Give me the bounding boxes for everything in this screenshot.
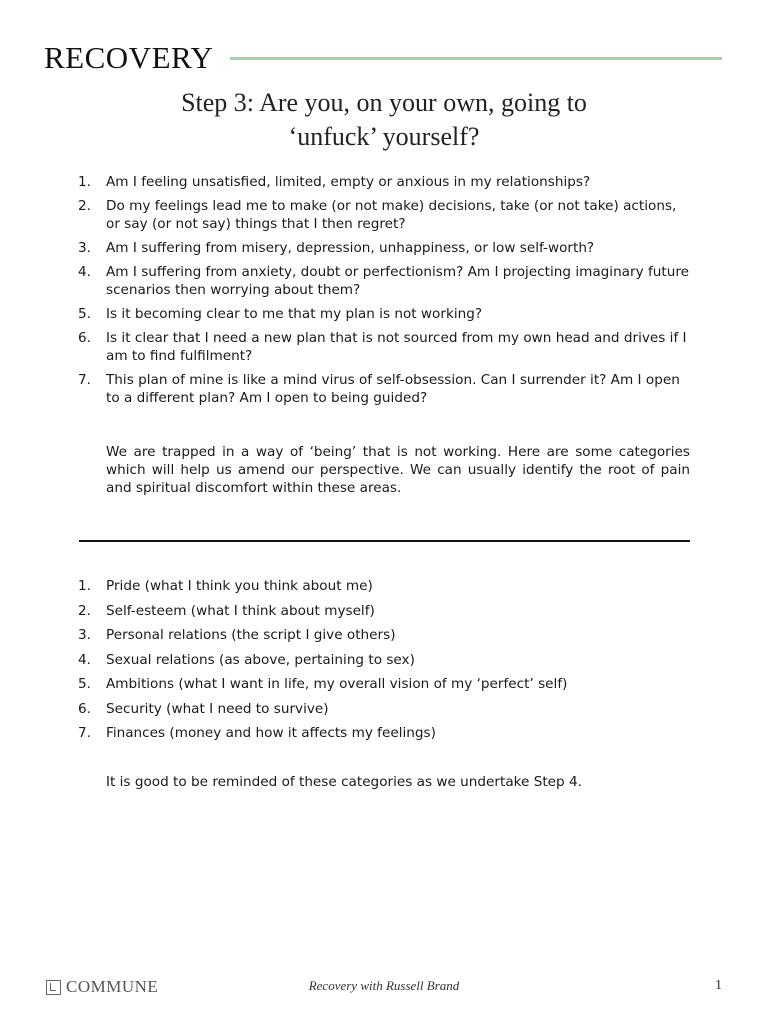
- list-item-text: Ambitions (what I want in life, my overall vision of my ‘perfect’ self): [106, 676, 568, 692]
- questions-list: [78, 173, 690, 413]
- trapped-paragraph: We are trapped in a way of ‘being’ that is not working. Here are some categories which will help us amend our perspective. We can usually identify the root of pain and spiritual discomfort within these areas.: [106, 444, 690, 496]
- header-rule: [230, 57, 722, 60]
- list-item: [78, 329, 690, 365]
- list-item-text: Am I suffering from misery, depression, unhappiness, or low self-worth?: [106, 240, 595, 256]
- commune-logo-text: COMMUNE: [66, 977, 159, 996]
- list-item: [78, 675, 690, 693]
- list-item: [78, 239, 690, 257]
- list-item: [78, 724, 690, 742]
- list-item-number: 2.: [78, 602, 91, 619]
- list-item-text: This plan of mine is like a mind virus of self-obsession. Can I surrender it? Am I open to a different plan? Am I open to being guided?: [106, 372, 680, 406]
- list-item: [78, 197, 690, 233]
- list-item-number: 4.: [78, 264, 91, 280]
- list-item: [78, 263, 690, 299]
- list-item-number: 7.: [78, 372, 91, 388]
- list-item-number: 6.: [78, 330, 91, 346]
- list-item-text: Sexual relations (as above, pertaining to sex): [106, 651, 415, 668]
- list-item-text: Security (what I need to survive): [106, 700, 329, 717]
- list-item-number: 3.: [78, 627, 91, 643]
- list-item: [78, 700, 690, 718]
- list-item-text: Self-esteem (what I think about myself): [106, 602, 375, 619]
- list-item-number: 5.: [78, 306, 91, 322]
- list-item-text: Am I suffering from anxiety, doubt or perfectionism? Am I projecting imaginary future scenarios then worrying about them?: [106, 264, 689, 298]
- list-item-number: 2.: [78, 198, 91, 214]
- list-item-number: 1.: [78, 578, 91, 594]
- list-item-number: 4.: [78, 651, 91, 668]
- list-item-number: 1.: [78, 174, 91, 190]
- list-item: [78, 651, 690, 669]
- list-item-text: Am I feeling unsatisfied, limited, empty or anxious in my relationships?: [106, 174, 591, 190]
- step-title: [80, 86, 688, 154]
- list-item-text: Is it becoming clear to me that my plan is not working?: [106, 306, 483, 322]
- list-item-number: 6.: [78, 700, 91, 717]
- list-item: [78, 577, 690, 595]
- reminder-paragraph: It is good to be reminded of these categories as we undertake Step 4.: [106, 774, 582, 790]
- list-item: [78, 371, 690, 407]
- list-item: [78, 173, 690, 191]
- step-title-line-2: ‘unfuck’ yourself?: [288, 122, 480, 151]
- list-item: [78, 602, 690, 620]
- header-title: RECOVERY: [44, 40, 214, 75]
- list-item: [78, 626, 690, 644]
- section-divider: [79, 540, 690, 542]
- page-number: 1: [715, 978, 722, 993]
- list-item-text: Finances (money and how it affects my feelings): [106, 725, 436, 741]
- footer-title: Recovery with Russell Brand: [308, 978, 460, 993]
- categories-list: [78, 577, 690, 749]
- list-item-number: 5.: [78, 676, 91, 692]
- list-item-text: Personal relations (the script I give others): [106, 627, 396, 643]
- list-item: [78, 305, 690, 323]
- list-item-number: 3.: [78, 240, 91, 256]
- list-item-number: 7.: [78, 725, 91, 741]
- list-item-text: Is it clear that I need a new plan that is not sourced from my own head and drives if I am to find fulfilment?: [106, 330, 687, 364]
- list-item-text: Pride (what I think you think about me): [106, 578, 373, 594]
- step-title-line-1: Step 3: Are you, on your own, going to: [181, 88, 587, 117]
- list-item-text: Do my feelings lead me to make (or not make) decisions, take (or not take) actions, or say (or not say) things that I then regret?: [106, 198, 677, 232]
